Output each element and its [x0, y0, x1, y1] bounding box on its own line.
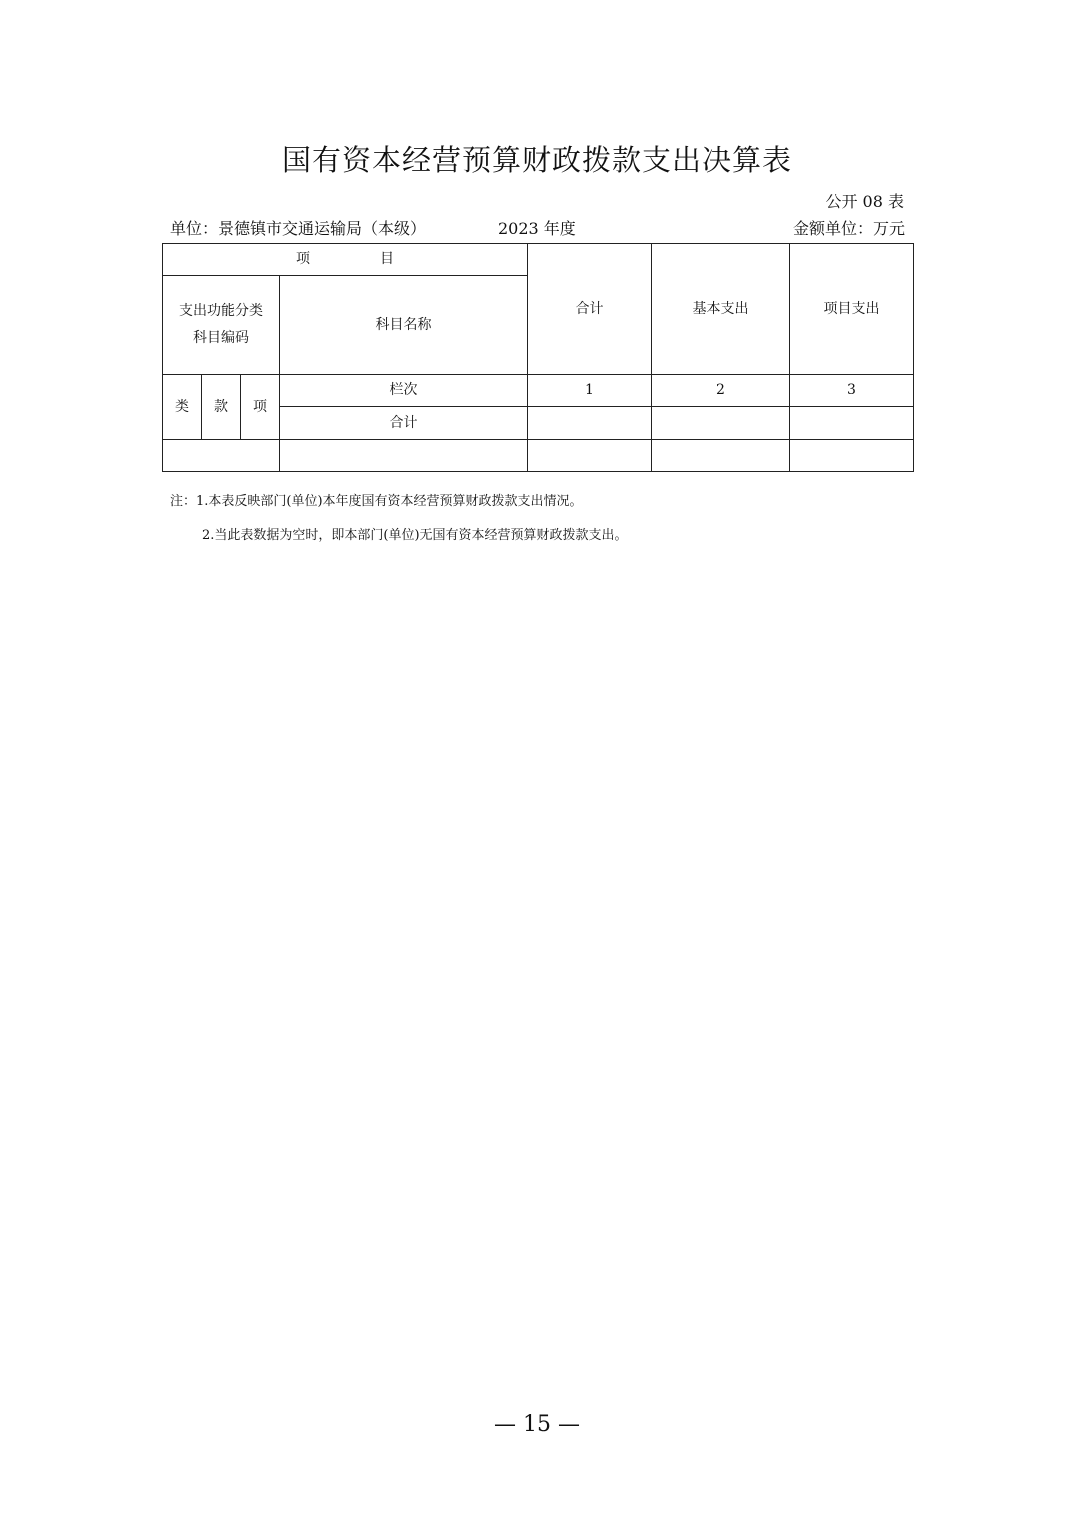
reporting-unit: 单位：景德镇市交通运输局（本级）	[170, 219, 427, 238]
table-notes	[170, 485, 628, 553]
column-index-3: 3	[790, 375, 914, 407]
blank-row	[163, 440, 914, 472]
total-value-2	[652, 407, 790, 440]
column-index-1: 1	[528, 375, 652, 407]
header-item-code: 项	[241, 375, 280, 440]
meta-row	[170, 216, 905, 240]
blank-value-2	[652, 440, 790, 472]
note-1: 注：1.本表反映部门(单位)本年度国有资本经营预算财政拨款支出情况。	[170, 494, 583, 509]
blank-name-cell	[280, 440, 528, 472]
header-subject-name: 科目名称	[280, 276, 528, 375]
total-value-1	[528, 407, 652, 440]
column-index-2: 2	[652, 375, 790, 407]
page-number: — 15 —	[494, 1412, 580, 1437]
header-section: 款	[202, 375, 241, 440]
page-title: 国有资本经营预算财政拨款支出决算表	[281, 143, 792, 177]
expenditure-table	[162, 243, 914, 472]
index-row	[163, 375, 914, 407]
header-function-code	[163, 276, 280, 375]
header-basic-expenditure: 基本支出	[652, 244, 790, 375]
amount-unit: 金额单位：万元	[792, 219, 905, 238]
header-class: 类	[163, 375, 202, 440]
total-value-3	[790, 407, 914, 440]
total-label: 合计	[280, 407, 528, 440]
header-row-1	[163, 244, 914, 276]
header-total: 合计	[528, 244, 652, 375]
blank-value-3	[790, 440, 914, 472]
header-code-line-1: 支出功能分类	[179, 303, 263, 320]
form-code: 公开 08 表	[825, 192, 904, 211]
header-item: 项 目	[163, 244, 528, 276]
column-index-label: 栏次	[280, 375, 528, 407]
header-project-expenditure: 项目支出	[790, 244, 914, 375]
blank-value-1	[528, 440, 652, 472]
note-2: 2.当此表数据为空时，即本部门(单位)无国有资本经营预算财政拨款支出。	[202, 528, 628, 543]
blank-code-cell	[163, 440, 280, 472]
fiscal-year: 2023 年度	[498, 219, 576, 238]
header-code-line-2: 科目编码	[193, 330, 249, 346]
